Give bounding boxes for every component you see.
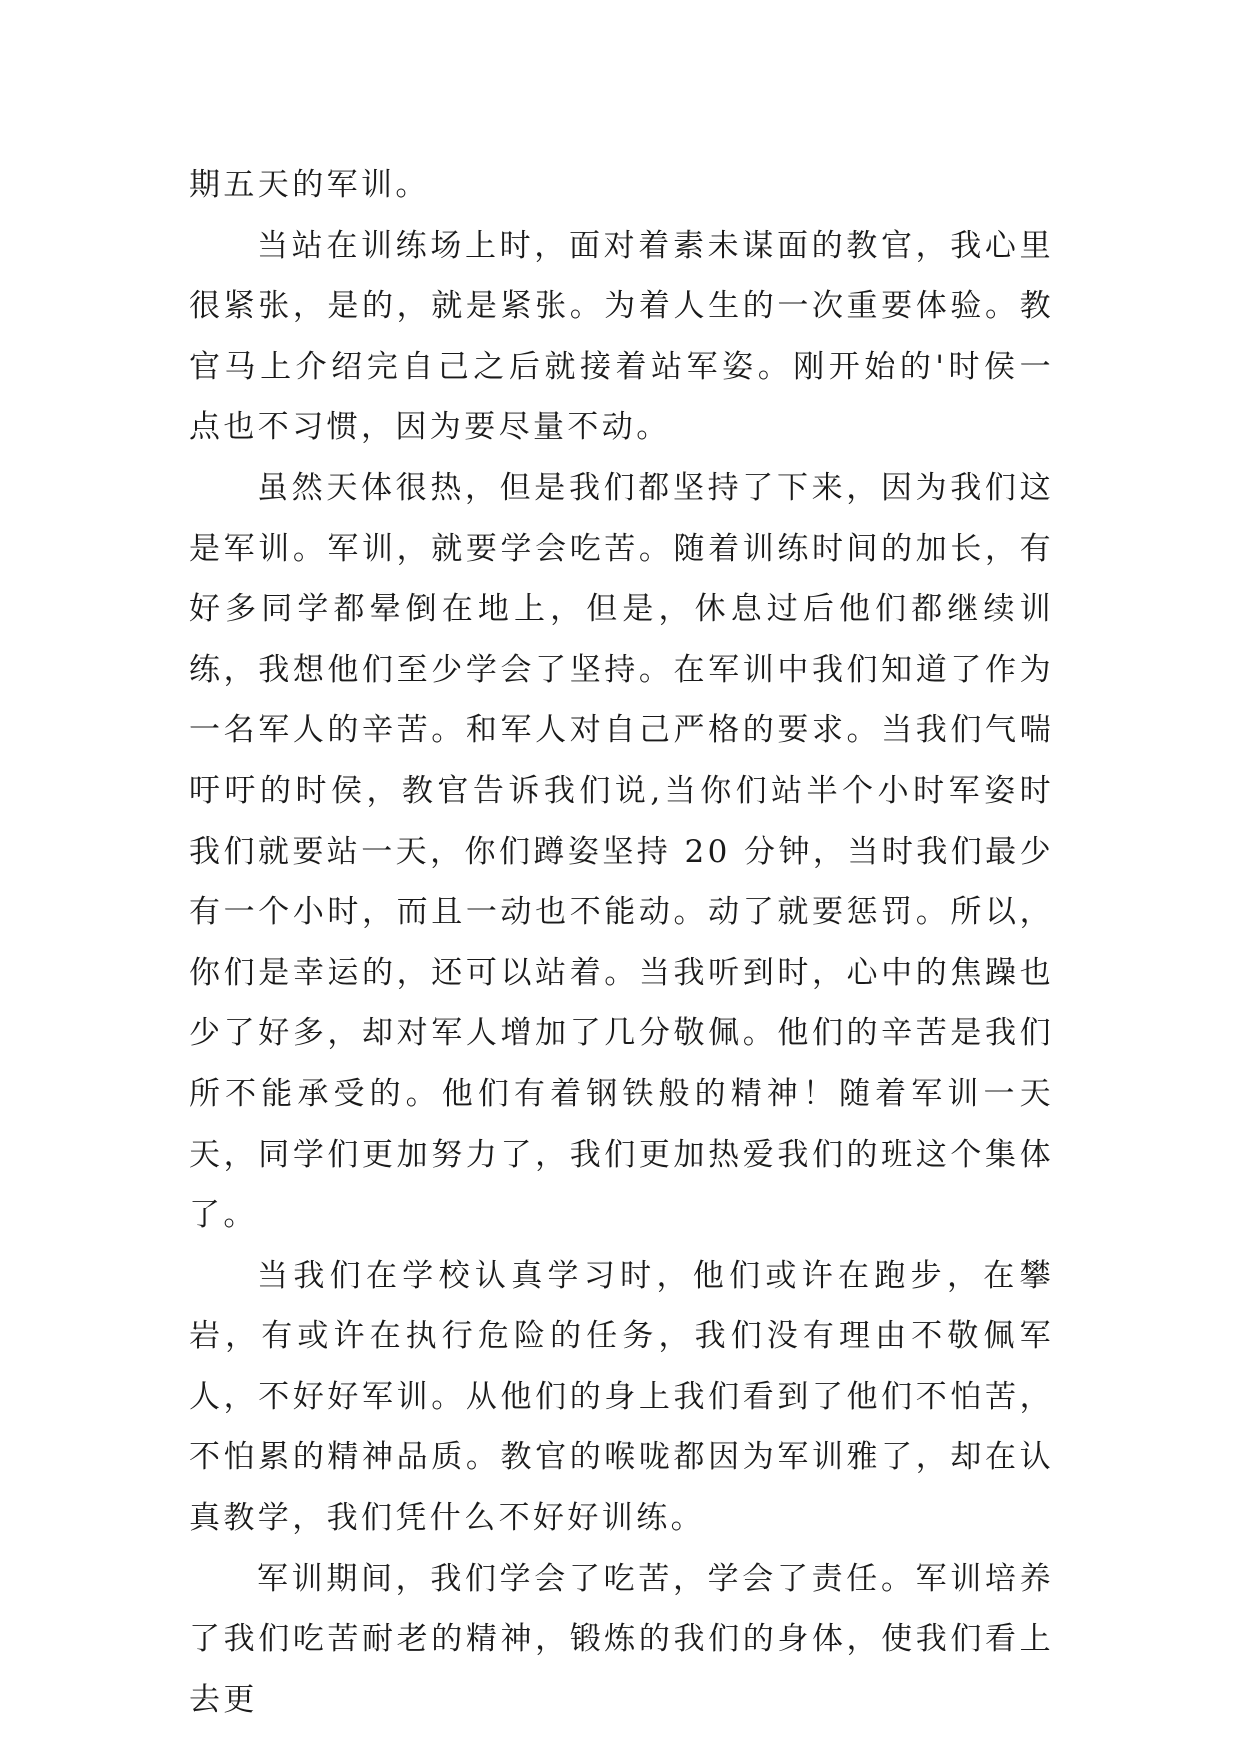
paragraph-1: 期五天的军训。 [189, 167, 430, 203]
paragraph-3: 虽然天体很热，但是我们都坚持了下来，因为我们这是军训。军训，就要学会吃苦。随着训练时间的加长，有好多同学都晕倒在地上，但是，休息过后他们都继续训练，我想他们至少学会了坚持。在军训中我们知道了作为一名军人的辛苦。和军人对自己严格的要求。当我们气喘吁吁的时侯，教官告诉我们说,当你们站半个小时军姿时我们就要站一天，你们蹲姿坚持 20 分钟，当时我们最少有一个小时，而且一动也不能动。动了就要惩罚。所以，你们是幸运的，还可以站着。当我听到时，心中的焦躁也少了好多，却对军人增加了几分敬佩。他们的辛苦是我们所不能承受的。他们有着钢铁般的精神！随着军训一天天，同学们更加努力了，我们更加热爱我们的班这个集体了。 [189, 469, 1054, 1234]
paragraph-4: 当我们在学校认真学习时，他们或许在跑步，在攀岩，有或许在执行危险的任务，我们没有理由不敬佩军人，不好好军训。从他们的身上我们看到了他们不怕苦，不怕累的精神品质。教官的喉咙都因为军训雅了，却在认真教学，我们凭什么不好好训练。 [189, 1257, 1054, 1537]
document-body [189, 155, 1054, 1730]
paragraph-5: 军训期间，我们学会了吃苦，学会了责任。军训培养了我们吃苦耐老的精神，锻炼的我们的身体，使我们看上去更 [189, 1560, 1054, 1718]
paragraph-2: 当站在训练场上时，面对着素未谋面的教官，我心里很紧张，是的，就是紧张。为着人生的一次重要体验。教官马上介绍完自己之后就接着站军姿。刚开始的'时侯一点也不习惯，因为要尽量不动。 [189, 227, 1054, 446]
